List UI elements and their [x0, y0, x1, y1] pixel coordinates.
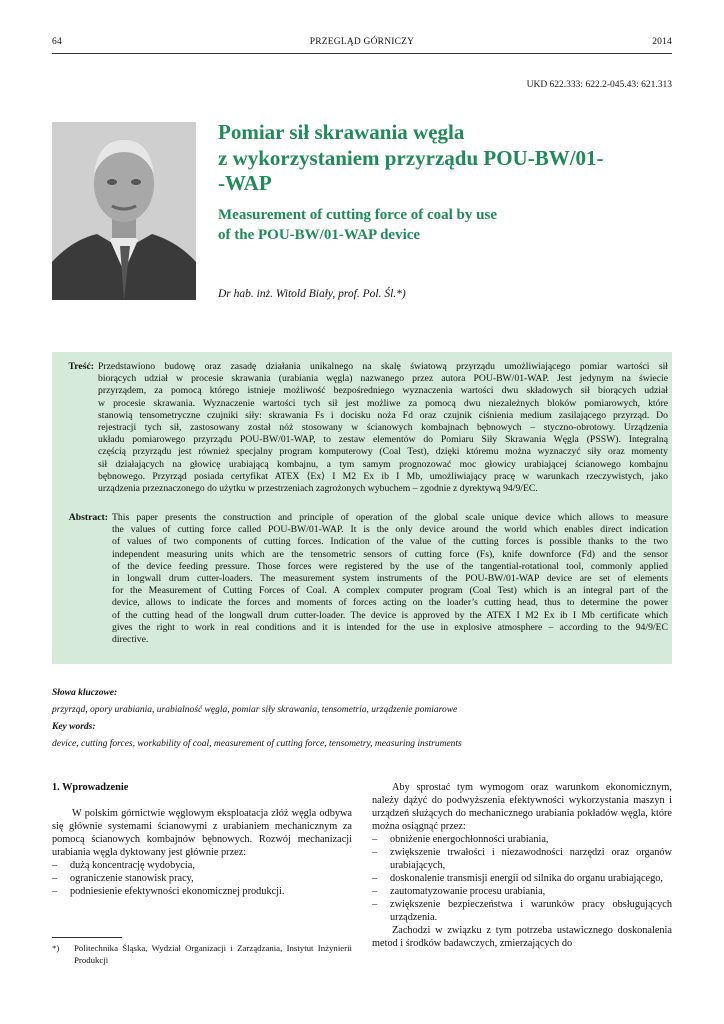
abstract-en-line: independent measuring units which are the tensometric sensors of cutting force (Fs), knife downforce (Fd) and the sensor — [112, 548, 668, 560]
title-pl-line: -WAP — [218, 171, 272, 196]
left-paragraph: W polskim górnictwie węglowym eksploatacja złóż węgla odbywa się głównie systemami ścianowymi z urabianiem mechanicznym za pomocą ścianowych kombajnów bębnowych. Rozwój mechanizacji urabiania węgla dyktowany jest głównie przez: — [52, 808, 352, 858]
left-list — [52, 859, 352, 898]
abstract-en-line: the values of cutting force called POU-BW/01-WAP. It is the only device around the world which enables direct indication — [112, 524, 668, 536]
title-en-line: of the POU-BW/01-WAP device — [218, 226, 421, 243]
footnote-rule — [52, 937, 122, 938]
right-paragraph: Aby sprostać tym wymogom oraz warunkom ekonomicznym, należy dążyć do podwyższenia efektywności wykorzystania maszyn i urządzeń służących do mechanicznego urabiania pokładów węgla, które można osiągnąć przez: — [372, 782, 672, 832]
title-en-line: Measurement of cutting force of coal by use — [218, 207, 497, 223]
abstract-en-line: This paper presents the construction and principle of operation of the global scale unique device which allows to measure — [112, 512, 668, 523]
right-paragraph-2: Zachodzi w związku z tym potrzeba ustawicznego doskonalenia metod i środków badawczych, zmierzających do — [372, 925, 672, 949]
title-polish — [218, 120, 668, 197]
list-item: – zwiększenie bezpieczeństwa i warunków pracy obsługujących urządzenia. — [372, 899, 672, 923]
list-item: – zwiększenie trwałości i niezawodności narzędzi oraz organów urabiających, — [372, 847, 672, 871]
year: 2014 — [652, 37, 672, 47]
keywords-pl: przyrząd, opory urabiania, urabialność węgla, pomiar siły skrawania, tensometria, urządzenie pomiarowe — [52, 705, 458, 715]
abstract-en-line: of values of two components of cutting forces. Indication of the value of the cutting forces is possible thanks to the two — [112, 536, 668, 548]
abstract-en — [58, 512, 668, 646]
abstract-en-line: gives the right to work in real conditions and it is intended for the use in explosive atmosphere – according to the 94/9/EC — [112, 621, 668, 633]
abstract-pl-line: układu pomiarowego przyrządu POU-BW/01-WAP, to zestaw elementów do Pomiaru Siły Skrawania Węgla (PSSW). Integralną — [98, 434, 668, 446]
abstract-pl-line: urządzenia przeznaczonego do użytku w przestrzeniach zagrożonych wybuchem – zgodnie z dyrektywą 94/9/EC. — [98, 483, 538, 495]
abstract-en-line: of the device feeding pressure. Those forces were registered by the use of the tangential-rotational tool, commonly applied — [112, 560, 668, 572]
list-item: – dużą koncentrację wydobycia, — [52, 860, 195, 871]
abstract-pl-line: stanowią tensometryczne czujniki siły: skrawania Fs i docisku noża Fd oraz czujnik ciśnienia medium zasilającego przyrząd. Do — [98, 409, 668, 421]
abstract-pl-line: przyrządem, za pomocą którego istnieje możliwość bezpośredniego wyznaczenia wartości dwu składowych sił biorących udział — [98, 385, 668, 397]
abstract-en-line: for the Measurement of Cutting Forces of Coal. A complex computer program (Coal Test) which is an integral part of the — [112, 585, 668, 597]
abstract-pl-line: sił działających na głowicę urabiającą kombajnu, a tym samym prognozować moc głowicy urabiającej ścianowego kombajnu — [98, 458, 668, 470]
footnote — [52, 943, 352, 966]
list-item: – ograniczenie stanowisk pracy, — [52, 873, 194, 884]
abstract-pl-body — [98, 361, 668, 495]
abstract-en-line: of the cutting head of the longwall drum cutter-loader. The device is approved by the ATEX I M2 Ex ib I Mb certificate which — [112, 609, 668, 621]
keywords-en: device, cutting forces, workability of coal, measurement of cutting force, tensometry, measuring instruments — [52, 739, 462, 749]
title-pl-line: Pomiar sił skrawania węgla — [218, 120, 465, 144]
title-pl-line: z wykorzystaniem przyrządu POU-BW/01- — [218, 145, 604, 170]
title-english — [218, 206, 668, 245]
abstract-pl — [58, 361, 668, 495]
abstract-pl-label: Treść: — [68, 361, 94, 372]
right-list — [372, 833, 672, 924]
author-line: Dr hab. inż. Witold Biały, prof. Pol. Śl.*) — [218, 288, 406, 300]
abstract-en-line: directive. — [112, 634, 149, 646]
list-item: – doskonalenie transmisji energii od silnika do organu urabiającego, — [372, 873, 663, 884]
left-column — [52, 781, 352, 898]
abstract-en-label: Abstract: — [68, 512, 108, 523]
abstract-pl-line: w procesie skrawania. Wyznaczenie wartości tych sił jest możliwe za pomocą dwu niezależnych bloków pomiarowych, które — [98, 397, 668, 409]
header-rule — [52, 53, 672, 54]
author-photo — [52, 122, 196, 300]
ukd-code: UKD 622.333: 622.2-045.43: 621.313 — [526, 80, 672, 90]
abstract-en-line: device, allows to indicate the forces and moments of forces acting on the loader’s cutting head, thus to determine the power — [112, 597, 668, 609]
list-item: – obniżenie energochłonności urabiania, — [372, 834, 549, 845]
list-item: – podniesienie efektywności ekonomicznej produkcji. — [52, 886, 285, 897]
footnote-text: Politechnika Śląska, Wydział Organizacji i Zarządzania, Instytut Inżynierii Produkcji — [74, 943, 352, 965]
keywords-en-heading: Key words: — [52, 722, 96, 732]
journal-name: PRZEGLĄD GÓRNICZY — [309, 37, 415, 47]
abstract-pl-line: biorących udział w procesie skrawania (urabiania węgla) nazwanego przez autora POU-BW/01-WAP. Jest jedynym na świecie — [98, 373, 668, 385]
abstract-pl-line: Przedstawiono budowę oraz zasadę działania unikalnego na skalę światową przyrządu umożliwiającego pomiar wartości sił — [98, 361, 668, 372]
footnote-mark: *) — [52, 943, 60, 953]
keywords-pl-heading: Słowa kluczowe: — [52, 688, 118, 698]
abstract-pl-line: częścią przyrządu jest również specjalny program komputerowy (Coal Test), dzięki któremu można wyznaczyć siły oraz momenty — [98, 446, 668, 458]
list-item: – zautomatyzowanie procesu urabiania, — [372, 886, 546, 897]
page-number: 64 — [52, 37, 62, 47]
abstract-pl-line: rejestracji tych sił, zastosowany został nóż stosowany w ścianowych kombajnach bębnowych – styczno-obrotowy. Urządzenia — [98, 422, 668, 434]
section-heading: 1. Wprowadzenie — [52, 782, 129, 793]
abstract-en-line: in longwall drum cutter-loaders. The measurement system instruments of the POU-BW/01-WAP device are set of elements — [112, 573, 668, 585]
abstract-pl-line: bębnowego. Przyrząd posiada certyfikat ATEX ⟨Ex⟩ I M2 Ex ib I Mb, umożliwiający pracę w warunkach rzeczywistych, jako — [98, 470, 668, 482]
abstract-en-body — [112, 512, 668, 646]
right-column — [372, 781, 672, 950]
